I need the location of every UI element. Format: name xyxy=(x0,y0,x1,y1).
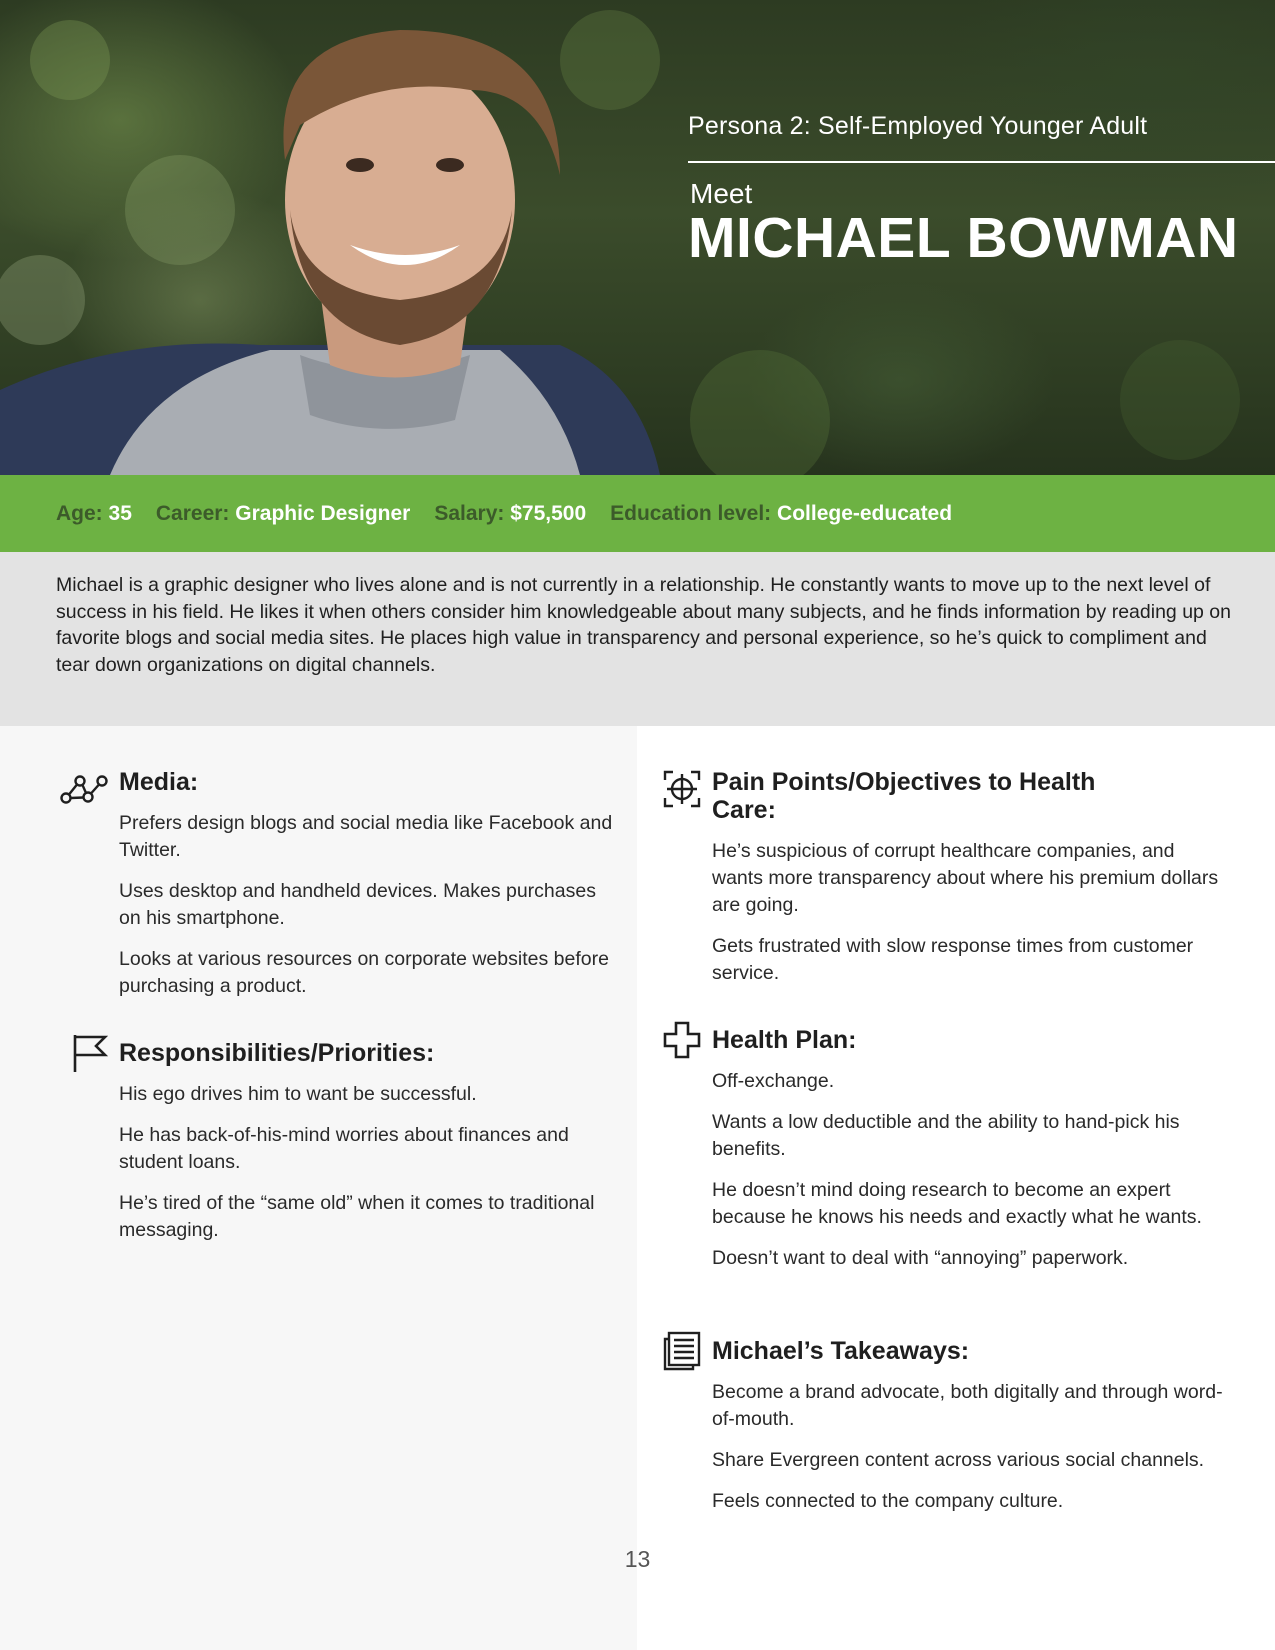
list-item: He doesn’t mind doing research to become an expert because he knows his needs and exactly what he wants. xyxy=(712,1179,1202,1228)
persona-subtitle: Persona 2: Self-Employed Younger Adult xyxy=(688,112,1148,140)
section-media xyxy=(60,768,620,1014)
stat-career xyxy=(156,502,410,526)
flag-icon xyxy=(72,1033,108,1073)
stat-label: Age: xyxy=(56,501,103,525)
section-pain-points xyxy=(663,768,1223,1001)
crosshair-target-icon xyxy=(663,770,701,808)
network-nodes-icon xyxy=(60,772,108,806)
section-title: Health Plan: xyxy=(712,1026,857,1054)
list-item: Uses desktop and handheld devices. Makes purchases on his smartphone. xyxy=(119,880,596,929)
stat-value: $75,500 xyxy=(510,501,587,525)
page-number: 13 xyxy=(624,1546,651,1572)
stat-label: Salary: xyxy=(434,501,505,525)
section-health-plan xyxy=(663,1026,1223,1286)
persona-stats-bar xyxy=(0,475,1275,552)
list-item: Doesn’t want to deal with “annoying” paperwork. xyxy=(712,1247,1129,1269)
section-responsibilities xyxy=(60,1039,620,1258)
stat-value: College-educated xyxy=(777,501,953,525)
section-title: Michael’s Takeaways: xyxy=(712,1337,970,1365)
list-item: Become a brand advocate, both digitally and through word-of-mouth. xyxy=(712,1381,1223,1430)
stat-salary xyxy=(434,502,586,526)
meet-label: Meet xyxy=(690,178,753,209)
section-takeaways xyxy=(663,1337,1223,1529)
list-item: Wants a low deductible and the ability to hand-pick his benefits. xyxy=(712,1111,1180,1160)
section-title: Responsibilities/Priorities: xyxy=(119,1039,435,1067)
list-item: Share Evergreen content across various social channels. xyxy=(712,1449,1205,1471)
pain-points-list xyxy=(712,838,1223,987)
list-item: Looks at various resources on corporate websites before purchasing a product. xyxy=(119,948,609,997)
responsibilities-list xyxy=(119,1081,620,1244)
section-title: Pain Points/Objectives to Health Care: xyxy=(712,768,1096,824)
list-item: He’s suspicious of corrupt healthcare companies, and wants more transparency about where his premium dollars are going. xyxy=(712,840,1219,916)
stat-age xyxy=(56,502,132,526)
health-plan-list xyxy=(712,1068,1223,1272)
bio-band xyxy=(0,552,1275,726)
persona-name: MICHAEL BOWMAN xyxy=(688,206,1239,270)
stat-label: Education level: xyxy=(610,501,772,525)
list-item: Feels connected to the company culture. xyxy=(712,1490,1064,1512)
title-divider xyxy=(688,161,1275,163)
section-title: Media: xyxy=(119,768,199,796)
media-list xyxy=(119,810,620,1000)
list-item: Off-exchange. xyxy=(712,1070,835,1092)
stat-value: Graphic Designer xyxy=(235,501,411,525)
document-lines-icon xyxy=(663,1331,701,1371)
list-item: He has back-of-his-mind worries about finances and student loans. xyxy=(119,1124,569,1173)
stat-label: Career: xyxy=(155,501,230,525)
takeaways-list xyxy=(712,1379,1223,1515)
hero-banner xyxy=(0,0,1275,475)
list-item: He’s tired of the “same old” when it comes to traditional messaging. xyxy=(119,1192,595,1241)
list-item: His ego drives him to want be successful. xyxy=(119,1083,477,1105)
stat-value: 35 xyxy=(108,501,132,525)
stat-education xyxy=(610,502,952,526)
list-item: Gets frustrated with slow response times from customer service. xyxy=(712,935,1194,984)
list-item: Prefers design blogs and social media like Facebook and Twitter. xyxy=(119,812,613,861)
medical-cross-icon xyxy=(663,1021,701,1059)
bio-text: Michael is a graphic designer who lives alone and is not currently in a relationship. He constantly wants to move up to the next level of success in his field. He likes it when others consider him knowledgeable about many subjects, and he finds information by reading up on favorite blogs and social media sites. He places high value in transparency and personal experience, so he’s quick to compliment and tear down organizations on digital channels. xyxy=(56,574,1231,676)
